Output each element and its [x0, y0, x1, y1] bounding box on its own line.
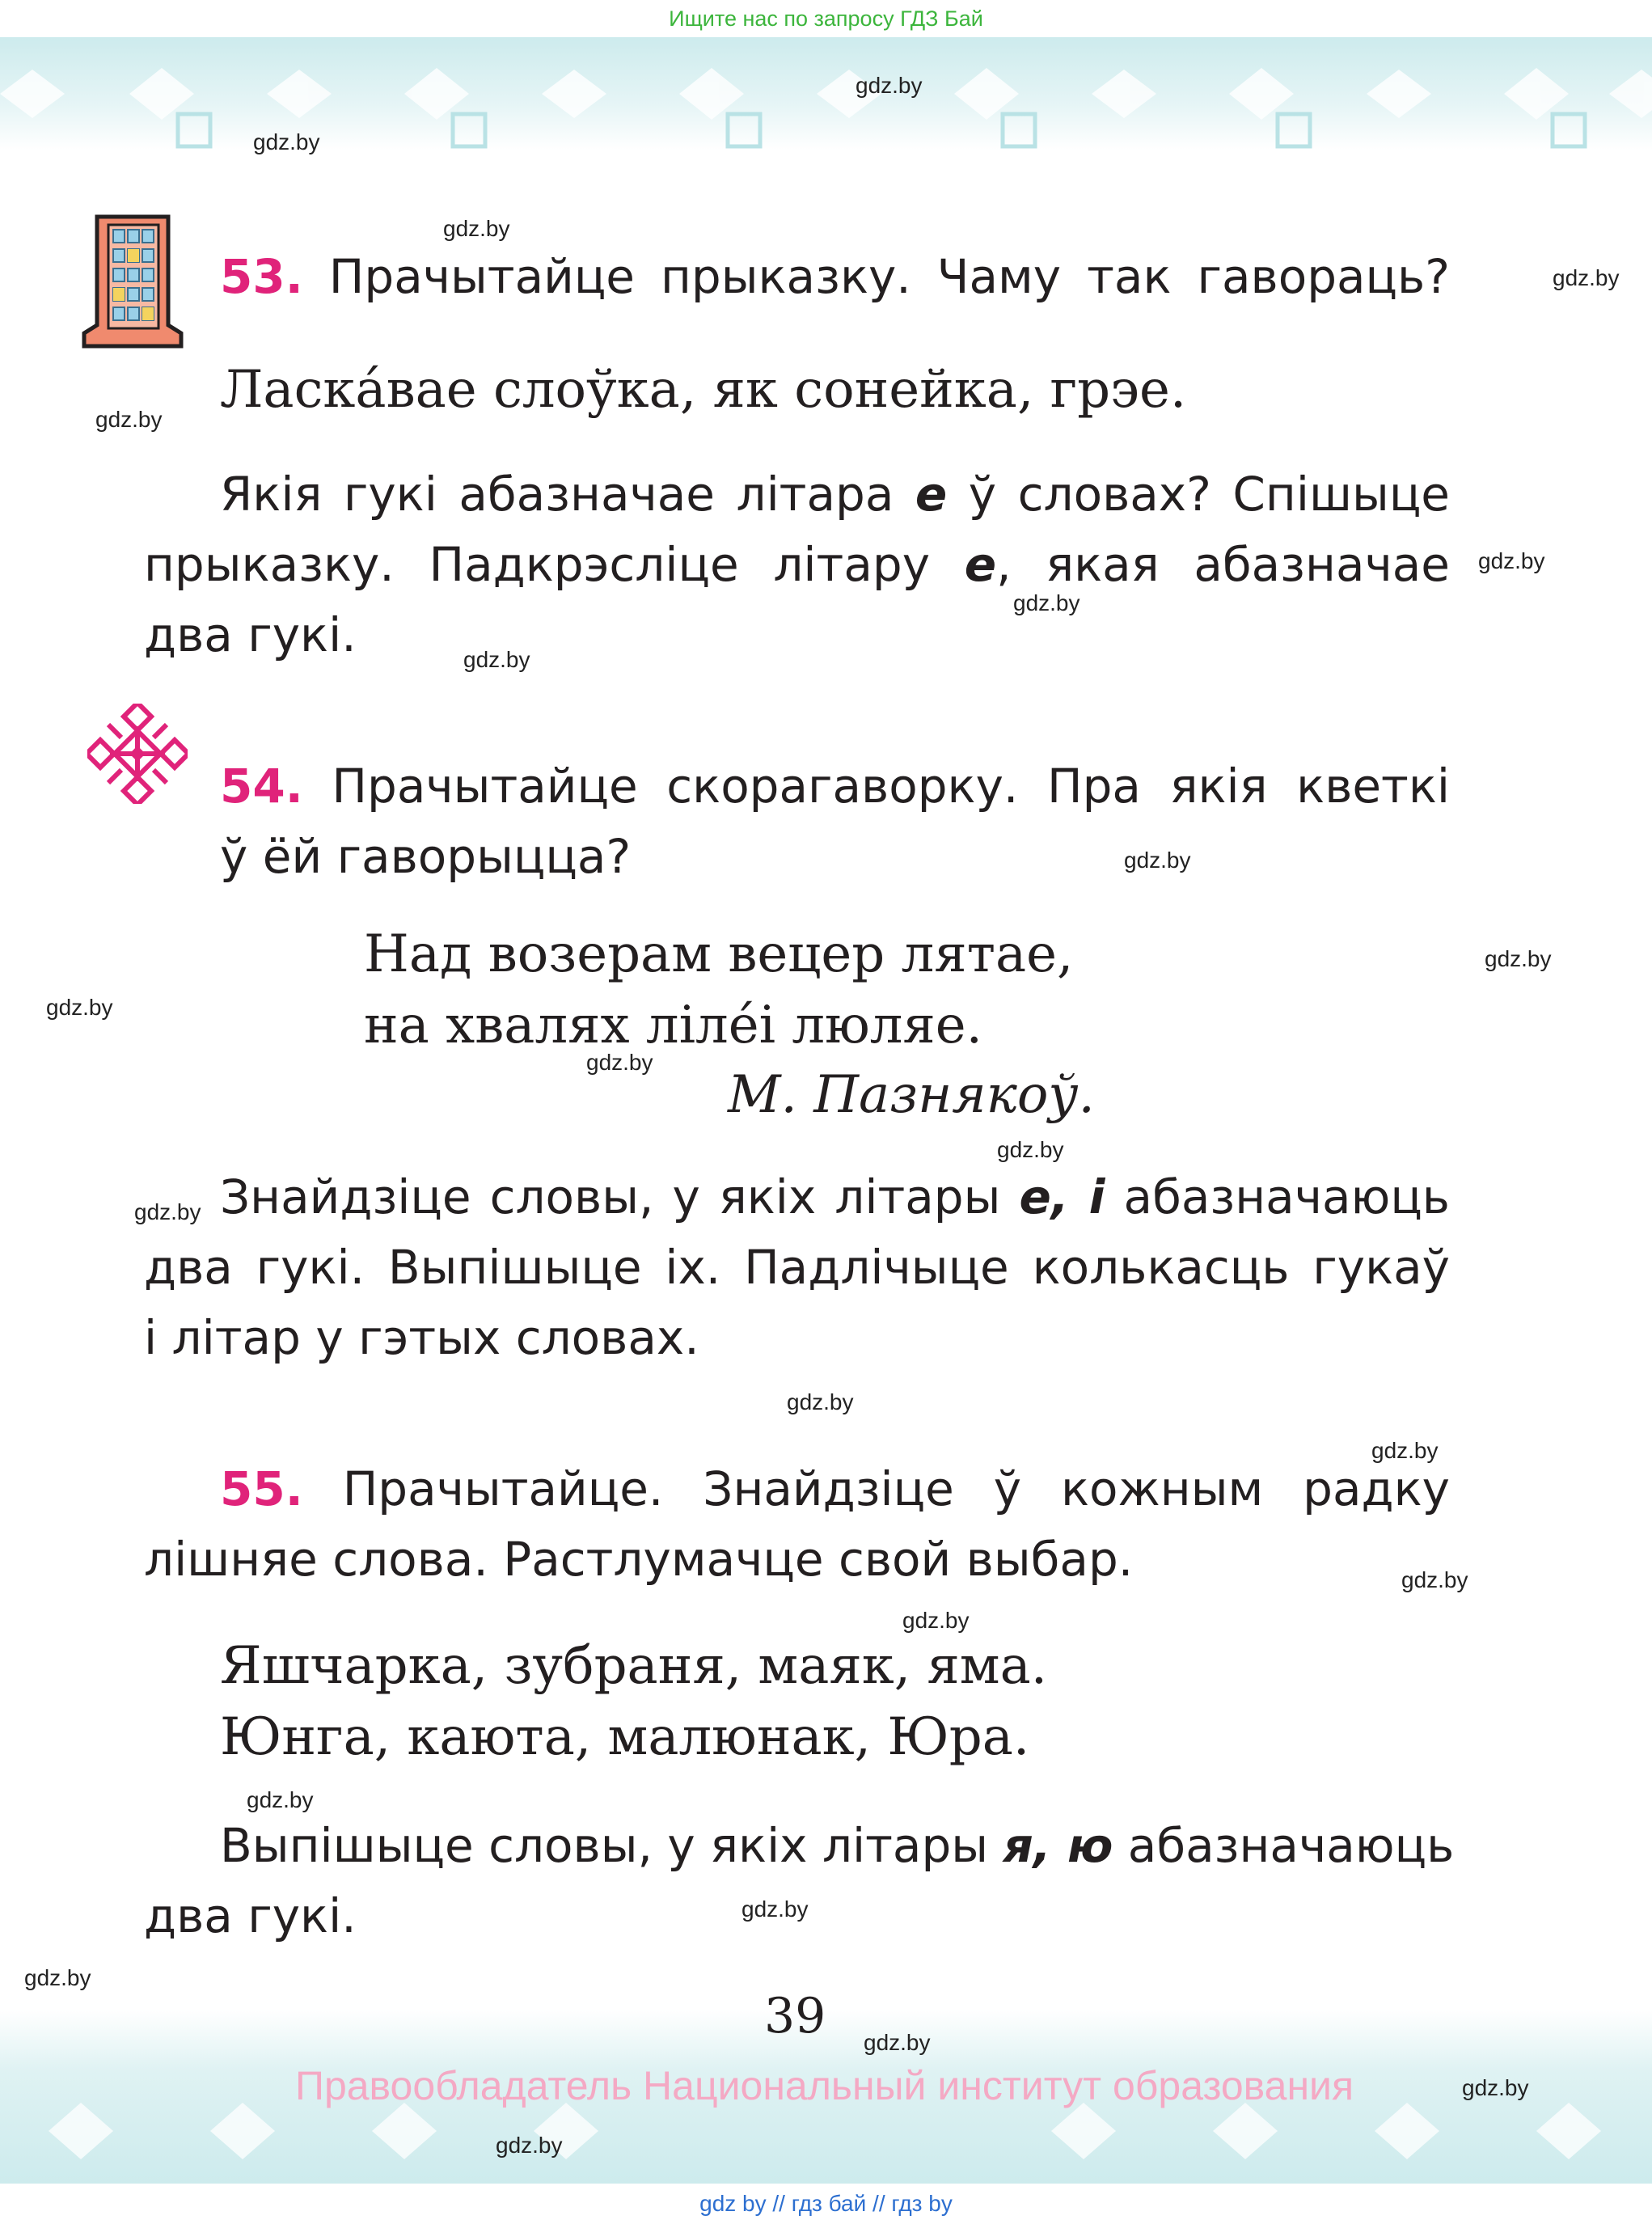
poem-line-1: Над возерам вецер лятае,	[364, 924, 1074, 984]
word-row-2: Юнга, каюта, малюнак, Юра.	[220, 1707, 1030, 1767]
watermark: gdz.by	[1371, 1438, 1439, 1463]
exercise-54-prompt-line-1	[220, 759, 1450, 814]
exercise-55-task-line-2: два гукі.	[144, 1888, 357, 1943]
exercise-55-prompt-line-1	[220, 1461, 1451, 1516]
top-ornament-band	[0, 37, 1652, 150]
watermark: gdz.by	[1553, 265, 1620, 290]
watermark: gdz.by	[741, 1896, 809, 1922]
watermark: gdz.by	[864, 2030, 931, 2055]
task-text: абазначаюць	[1105, 1169, 1450, 1224]
watermark: gdz.by	[902, 1608, 970, 1633]
poem-author: М. Пазнякоў.	[728, 1065, 1095, 1125]
watermark: gdz.by	[1485, 946, 1552, 971]
task-text: , якая абазначае	[996, 537, 1450, 592]
watermark: gdz.by	[46, 995, 113, 1020]
watermark: gdz.by	[134, 1199, 201, 1224]
bottom-banner[interactable]: gdz by // гдз бай // гдз by	[0, 2184, 1652, 2224]
highlighted-letter: е	[964, 537, 997, 592]
watermark: gdz.by	[997, 1137, 1064, 1162]
page-number: 39	[764, 1988, 826, 2044]
highlighted-letter: е	[915, 467, 948, 522]
watermark: gdz.by	[1462, 2075, 1529, 2100]
task-text: Знайдзіце словы, у якіх літары	[220, 1169, 1020, 1224]
watermark: gdz.by	[95, 407, 163, 432]
exercise-53-number: 53.	[220, 249, 303, 304]
exercise-53-task-line-1	[220, 467, 1450, 522]
watermark: gdz.by	[1013, 590, 1080, 615]
watermark: gdz.by	[443, 216, 510, 241]
watermark: gdz.by	[496, 2133, 563, 2158]
watermark: gdz.by	[856, 73, 923, 98]
book-tower-icon	[79, 212, 186, 349]
exercise-53-task-line-3: два гукі.	[144, 607, 357, 662]
exercise-54-task-line-2: два гукі. Выпішыце іх. Падлічыце колькасць гукаў	[144, 1240, 1450, 1295]
poem-line-2: на хвалях ліле́і люляе.	[364, 996, 982, 1055]
exercise-53-prompt	[220, 249, 1450, 304]
exercise-54-prompt-text: Прачытайце скорагаворку. Пра якія кветкі	[332, 759, 1450, 814]
watermark: gdz.by	[24, 1965, 91, 1990]
exercise-55-prompt-line-2: лішняе слова. Растлумачце свой выбар.	[144, 1532, 1134, 1587]
task-text: абазначаюць	[1113, 1818, 1455, 1873]
watermark: gdz.by	[586, 1050, 653, 1075]
exercise-53-task-line-2	[144, 537, 1450, 592]
watermark: gdz.by	[1401, 1567, 1468, 1592]
task-text: Выпішыце словы, у якіх літары	[220, 1818, 1003, 1873]
copyright-holder: Правообладатель Национальный институт образования	[295, 2063, 1354, 2108]
exercise-54-number: 54.	[220, 759, 303, 814]
watermark: gdz.by	[463, 647, 530, 672]
exercise-53-prompt-text: Прачытайце прыказку. Чаму так гавораць?	[328, 249, 1450, 304]
exercise-55-number: 55.	[220, 1461, 303, 1516]
task-text: ў словах? Спішыце	[947, 467, 1450, 522]
word-row-1: Яшчарка, зубраня, маяк, яма.	[220, 1636, 1048, 1696]
exercise-53-proverb: Ласка́вае слоўка, як сонейка, грэе.	[220, 360, 1187, 420]
watermark: gdz.by	[253, 129, 320, 154]
ornament-star-icon	[87, 704, 188, 804]
exercise-54-task-line-3: і літар у гэтых словах.	[144, 1310, 699, 1365]
watermark: gdz.by	[787, 1389, 854, 1414]
task-text: прыказку. Падкрэсліце літару	[144, 537, 965, 592]
watermark: gdz.by	[1124, 848, 1191, 873]
task-text: Якія гукі абазначае літара	[220, 467, 915, 522]
exercise-55-task-line-1	[220, 1818, 1455, 1873]
watermark: gdz.by	[1478, 548, 1545, 573]
highlighted-letters: е, і	[1019, 1169, 1105, 1224]
watermark: gdz.by	[247, 1787, 314, 1812]
exercise-54-task-line-1	[220, 1169, 1450, 1224]
exercise-54-prompt-line-2: ў ёй гаворыцца?	[220, 829, 632, 884]
top-banner[interactable]: Ищите нас по запросу ГДЗ Бай	[669, 6, 983, 31]
highlighted-letters: я, ю	[1003, 1818, 1113, 1873]
exercise-55-prompt-text: Прачытайце. Знайдзіце ў кожным радку	[342, 1461, 1451, 1516]
